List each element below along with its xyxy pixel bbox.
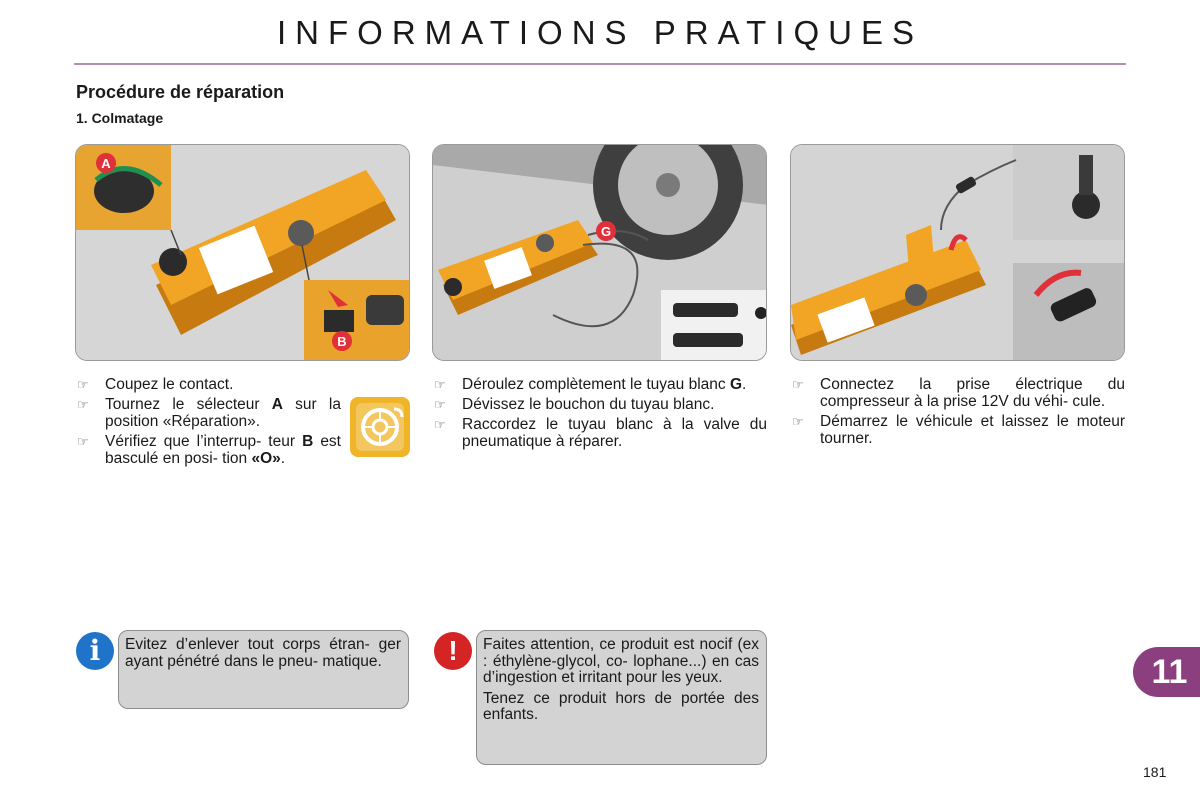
pointing-hand-icon: ☞ [434, 397, 446, 412]
illustration-panel-selector [75, 144, 410, 361]
instructions-column-1 [75, 376, 341, 470]
instruction-item: ☞ Vérifiez que l’interrup- teur B est basculé en posi- tion «O». [77, 433, 341, 467]
label-b: B [337, 334, 347, 349]
pointing-hand-icon: ☞ [792, 414, 804, 429]
pointing-hand-icon: ☞ [792, 377, 804, 392]
instruction-item: ☞ Dévissez le bouchon du tuyau blanc. [434, 396, 715, 413]
pointing-hand-icon: ☞ [434, 417, 446, 432]
tire-repair-icon [350, 397, 410, 457]
pointing-hand-icon: ☞ [434, 377, 446, 392]
instruction-item: ☞ Coupez le contact. [77, 376, 234, 393]
illustration-panel-plug [790, 144, 1125, 361]
section-subtitle: 1. Colmatage [76, 110, 164, 126]
pointing-hand-icon: ☞ [77, 434, 89, 449]
compressor-illustration [76, 145, 410, 361]
info-icon: i [76, 632, 114, 670]
pointing-hand-icon: ☞ [77, 377, 89, 392]
wheel-hose-illustration [433, 145, 767, 361]
pointing-hand-icon: ☞ [77, 397, 89, 412]
plug-illustration [791, 145, 1125, 361]
warning-note-text-2: Tenez ce produit hors de portée des enfants. [483, 689, 759, 723]
instruction-item: ☞ Raccordez le tuyau blanc à la valve du pneumatique à réparer. [434, 416, 767, 450]
instruction-item: ☞ Connectez la prise électrique du compresseur à la prise 12V du véhi- cule. [792, 376, 1125, 410]
instruction-item: ☞ Démarrez le véhicule et laissez le moteur tourner. [792, 413, 1125, 447]
instructions-column-2 [432, 376, 767, 453]
warning-note [476, 630, 767, 765]
illustration-panel-hose [432, 144, 767, 361]
header-rule [74, 63, 1126, 65]
section-title: Procédure de réparation [76, 82, 285, 102]
warning-note-text-1: Faites attention, ce produit est nocif (ex : éthylène-glycol, co- lophane...) en cas d’ingestion et irritant pour les yeux. [483, 636, 759, 686]
instruction-item: ☞ Déroulez complètement le tuyau blanc G. [434, 376, 747, 393]
label-g: G [600, 224, 612, 239]
instructions-column-3 [790, 376, 1125, 450]
info-note-text: Evitez d’enlever tout corps étran- ger ayant pénétré dans le pneu- matique. [125, 636, 401, 670]
warning-icon: ! [434, 632, 472, 670]
instruction-item: ☞ Tournez le sélecteur A sur la position «Réparation». [77, 396, 341, 430]
label-a: A [101, 156, 111, 171]
chapter-tab[interactable]: 11 [1133, 647, 1200, 697]
page-number: 181 [1143, 764, 1167, 780]
page-header-title: INFORMATIONS PRATIQUES [277, 14, 923, 51]
info-note [118, 630, 409, 709]
